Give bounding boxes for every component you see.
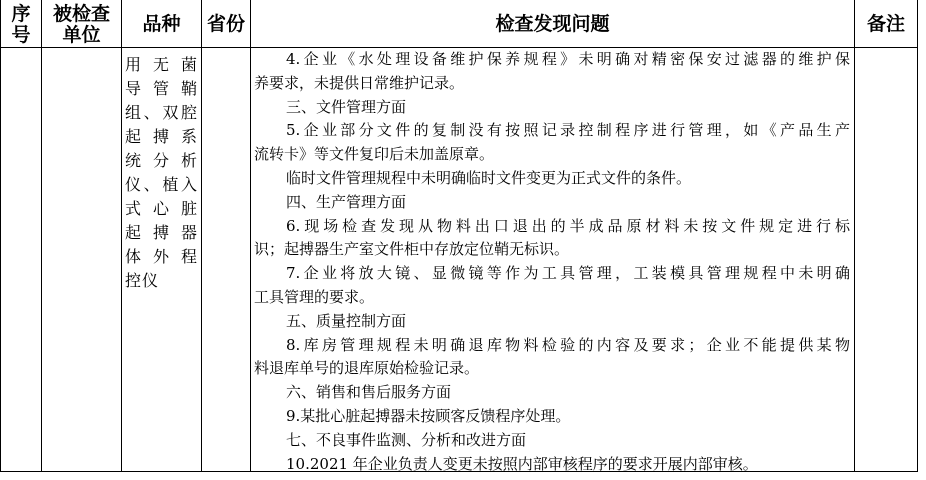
column-divider	[41, 0, 42, 472]
product-line: 用无菌	[125, 55, 198, 74]
issue-line: 养要求，未提供日常维护记录。	[254, 73, 465, 92]
issue-line: 8.库房管理规程未明确退库物料检验的内容及要求；企业不能提供某物	[286, 335, 850, 354]
header-remarks: 备注	[866, 13, 905, 35]
header-province: 省份	[206, 13, 245, 35]
table-border-left	[0, 0, 1, 472]
column-divider	[250, 0, 251, 472]
section-heading: 五、质量控制方面	[286, 311, 407, 330]
section-heading: 七、不良事件监测、分析和改进方面	[286, 430, 527, 449]
issue-line: 10.2021 年企业负责人变更未按照内部审核程序的要求开展内部审核。	[286, 454, 758, 473]
column-divider	[201, 0, 202, 472]
issues-cell	[254, 48, 850, 476]
issue-line: 识；起搏器生产室文件柜中存放定位鞘无标识。	[254, 240, 570, 259]
product-line: 控仪	[125, 271, 160, 290]
header-unit-line2: 单位	[62, 23, 101, 46]
column-divider	[854, 0, 855, 472]
issue-line: 7.企业将放大镜、显微镜等作为工具管理，工装模具管理规程中未明确	[286, 264, 850, 283]
product-line: 式心脏	[125, 199, 198, 218]
section-heading: 三、文件管理方面	[286, 97, 407, 116]
product-line: 起搏系	[125, 127, 198, 146]
product-line: 体外程	[125, 247, 198, 266]
issue-line: 5.企业部分文件的复制没有按照记录控制程序进行管理，如《产品生产	[286, 121, 850, 140]
header-issues: 检查发现问题	[495, 13, 610, 35]
product-line: 组、双腔	[125, 103, 198, 122]
product-line: 导管鞘	[125, 79, 198, 98]
header-seq-line1: 序	[11, 2, 31, 25]
header-unit-line1: 被检查	[52, 2, 110, 25]
column-divider	[121, 0, 122, 472]
header-seq	[1, 2, 41, 47]
issue-line: 工具管理的要求。	[254, 287, 375, 306]
section-heading: 四、生产管理方面	[286, 192, 407, 211]
issue-line: 4.企业《水处理设备维护保养规程》未明确对精密保安过滤器的维护保	[286, 50, 850, 68]
issue-line: 临时文件管理规程中未明确临时文件变更为正式文件的条件。	[286, 168, 692, 187]
header-unit	[42, 2, 121, 47]
header-variety: 品种	[142, 13, 181, 35]
issue-line: 6.现场检查发现从物料出口退出的半成品原材料未按文件规定进行标	[286, 216, 850, 235]
header-seq-line2: 号	[11, 23, 31, 46]
issue-line: 料退库单号的退库原始检验记录。	[254, 359, 480, 378]
issue-line: 9.某批心脏起搏器未按顾客反馈程序处理。	[286, 406, 571, 425]
product-line: 统分析	[125, 151, 198, 170]
product-cell	[125, 53, 198, 293]
table-border-right	[917, 0, 918, 472]
section-heading: 六、销售和售后服务方面	[286, 383, 452, 402]
product-line: 仪、植入	[125, 175, 198, 194]
product-line: 起搏器	[125, 223, 198, 242]
issue-line: 流转卡》等文件复印后未加盖原章。	[254, 145, 495, 164]
